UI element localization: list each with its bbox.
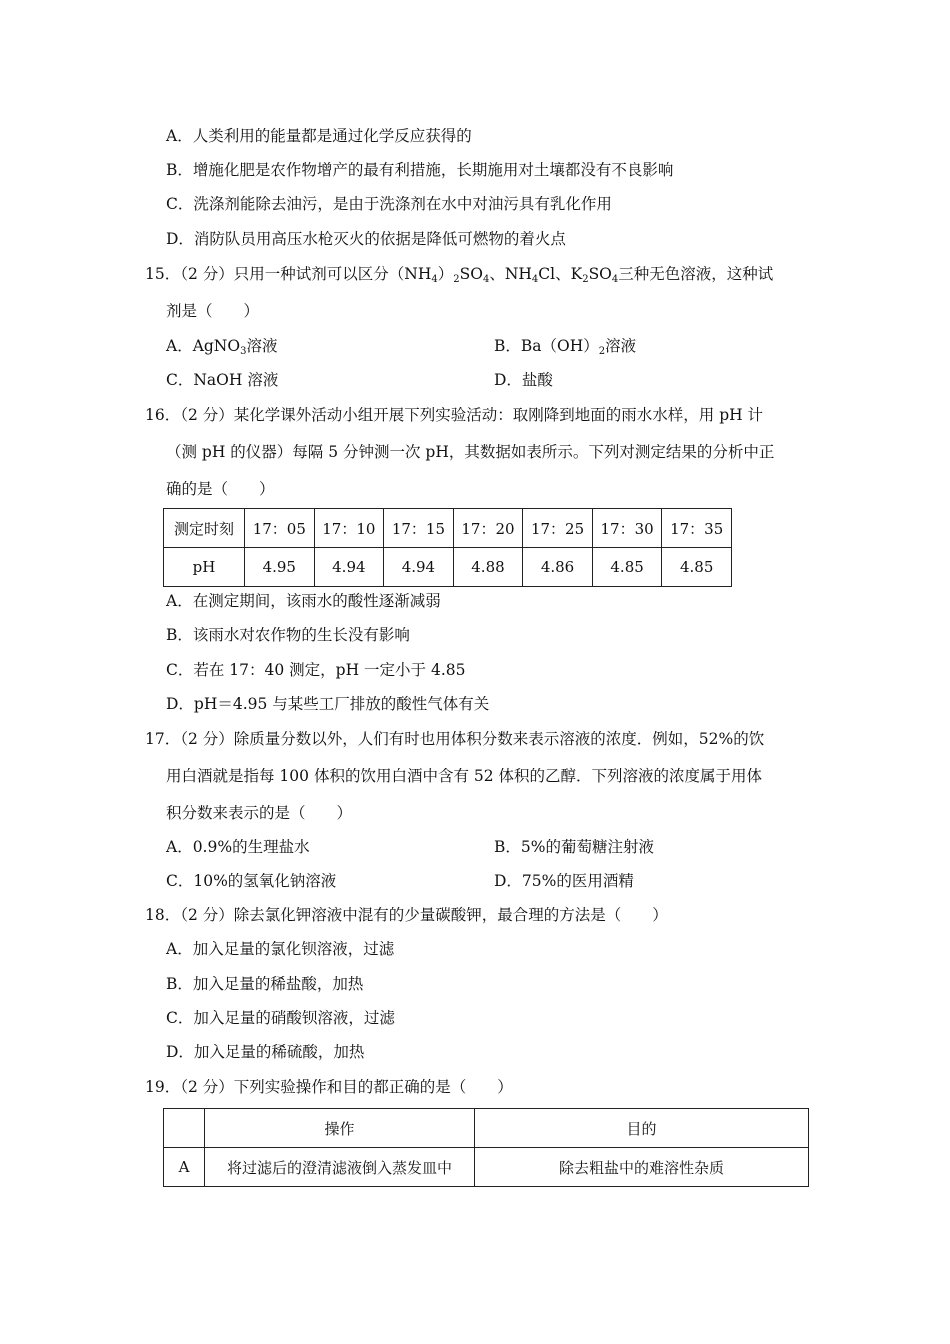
q14-option-c: C．洗涤剂能除去油污，是由于洗涤剂在水中对油污具有乳化作用 (166, 195, 612, 213)
table-cell: 4.85 (592, 548, 662, 587)
table-cell: pH (164, 548, 245, 587)
q16-stem-line3: 确的是（ ） (166, 480, 275, 498)
q14-option-d: D．消防队员用高压水枪灭火的依据是降低可燃物的着火点 (166, 230, 566, 248)
table-row (164, 548, 732, 587)
q15-stem-line1: 15．（2 分）只用一种试剂可以区分$(NH_4)_2SO_4$、$NH_4Cl$、$K_2SO_4$三种无色溶液，这种试 (145, 265, 774, 285)
operations-table (163, 1108, 809, 1187)
q19-stem-line1: 19．（2 分）下列实验操作和目的都正确的是（ ） (145, 1078, 513, 1096)
q16-stem-line2: （测 pH 的仪器）每隔 5 分钟测一次 pH，其数据如表所示。下列对测定结果的分析中正 (166, 443, 775, 461)
q14-option-b: B．增施化肥是农作物增产的最有利措施，长期施用对土壤都没有不良影响 (166, 161, 674, 179)
q18-option-a: A．加入足量的氯化钡溶液，过滤 (166, 940, 395, 958)
table-cell: 4.88 (453, 548, 523, 587)
table-cell: 将过滤后的澄清滤液倒入蒸发皿中 (205, 1148, 475, 1187)
q17-option-c: C．10%的氢氧化钠溶液 (166, 872, 337, 890)
table-cell: 4.94 (314, 548, 384, 587)
q16-option-c: C．若在 17：40 测定，pH 一定小于 4.85 (166, 661, 466, 679)
table-cell: 操作 (205, 1109, 475, 1148)
table-row (164, 1148, 809, 1187)
q17-option-b: B．5%的葡萄糖注射液 (494, 838, 654, 856)
q18-option-d: D．加入足量的稀硫酸，加热 (166, 1043, 365, 1061)
q15-option-c: C．NaOH 溶液 (166, 371, 279, 389)
table-cell: 17：20 (453, 509, 523, 548)
table-cell: 4.95 (245, 548, 315, 587)
q17-option-a: A．0.9%的生理盐水 (166, 838, 310, 856)
q15-stem-line2: 剂是（ ） (166, 302, 260, 320)
q17-stem-line2: 用白酒就是指每 100 体积的饮用白酒中含有 52 体积的乙醇．下列溶液的浓度属于用体 (166, 767, 763, 785)
table-cell: 目的 (475, 1109, 809, 1148)
q16-stem-line1: 16．（2 分）某化学课外活动小组开展下列实验活动：取刚降到地面的雨水水样，用 pH 计 (145, 406, 764, 424)
table-cell: 17：25 (523, 509, 593, 548)
q14-option-a: A．人类利用的能量都是通过化学反应获得的 (166, 127, 472, 145)
table-cell: A (164, 1148, 205, 1187)
table-cell: 17：10 (314, 509, 384, 548)
table-row (164, 509, 732, 548)
q15-option-a: A．AgNO$_3$溶液 (166, 337, 278, 357)
q18-stem-line1: 18．（2 分）除去氯化钾溶液中混有的少量碳酸钾，最合理的方法是（ ） (145, 906, 668, 924)
q17-stem-line3: 积分数来表示的是（ ） (166, 804, 353, 822)
table-row (164, 1109, 809, 1148)
q17-stem-line1: 17．（2 分）除质量分数以外，人们有时也用体积分数来表示溶液的浓度．例如，52%的饮 (145, 730, 765, 748)
q18-option-c: C．加入足量的硝酸钡溶液，过滤 (166, 1009, 395, 1027)
table-cell: 4.86 (523, 548, 593, 587)
table-cell: 17：30 (592, 509, 662, 548)
table-cell: 4.85 (662, 548, 732, 587)
q15-option-b: B．$Ba(OH)_2$溶液 (494, 337, 637, 357)
table-cell: 4.94 (384, 548, 454, 587)
q18-option-b: B．加入足量的稀盐酸，加热 (166, 975, 364, 993)
table-cell (164, 1109, 205, 1148)
q16-option-a: A．在测定期间，该雨水的酸性逐渐减弱 (166, 592, 441, 610)
table-cell: 17：15 (384, 509, 454, 548)
q16-option-b: B．该雨水对农作物的生长没有影响 (166, 626, 410, 644)
table-cell: 17：05 (245, 509, 315, 548)
q17-option-d: D．75%的医用酒精 (494, 872, 634, 890)
table-cell: 17：35 (662, 509, 732, 548)
table-cell: 测定时刻 (164, 509, 245, 548)
q15-option-d: D．盐酸 (494, 371, 553, 389)
table-cell: 除去粗盐中的难溶性杂质 (475, 1148, 809, 1187)
q16-option-d: D．pH＝4.95 与某些工厂排放的酸性气体有关 (166, 695, 490, 713)
ph-table (163, 508, 732, 587)
